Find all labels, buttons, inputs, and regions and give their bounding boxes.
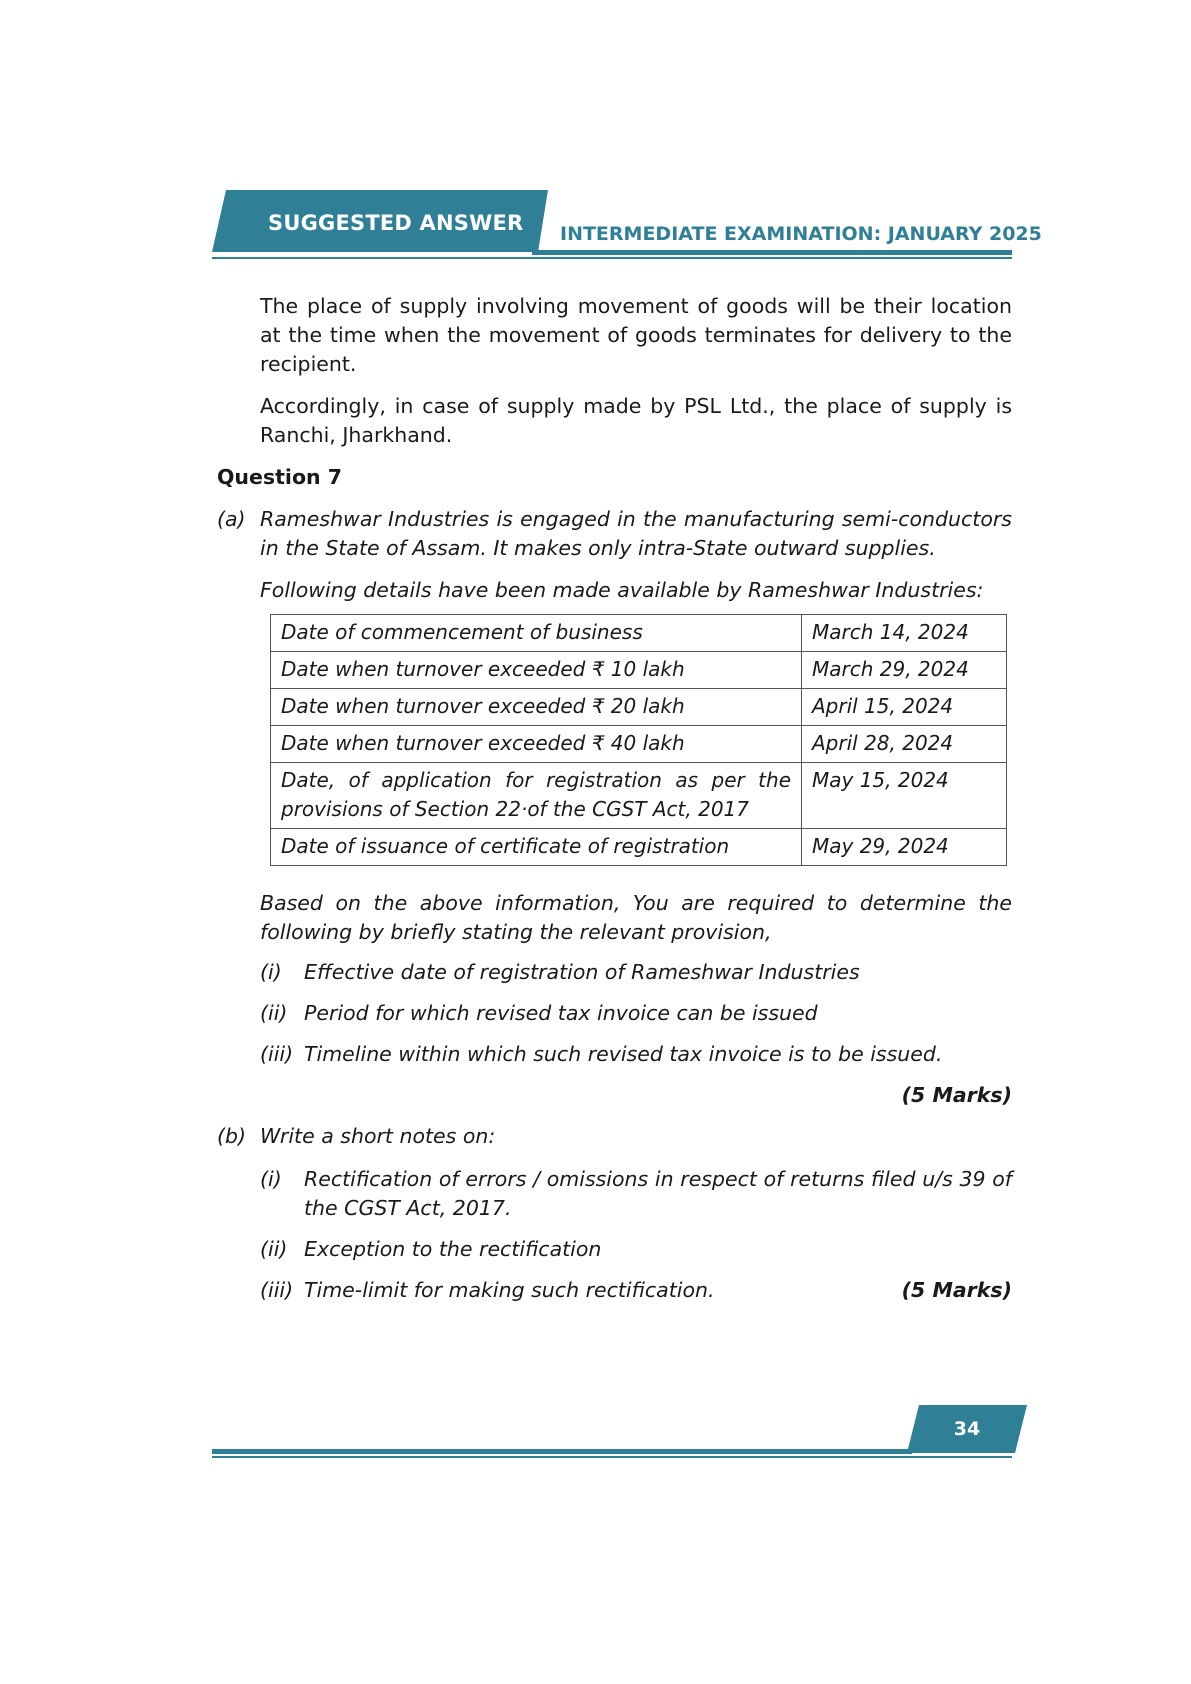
table-row [271,726,1007,763]
part-b-text: Write a short notes on: [260,1124,496,1148]
part-b-marks: (5 Marks) [901,1278,1012,1302]
part-a-instruction: Based on the above information, You are required to determine the following by briefly stating the relevant provision, [260,891,1012,944]
part-b-label: (b) [217,1124,247,1148]
header-tab-label: SUGGESTED ANSWER [268,211,524,235]
question-heading: Question 7 [217,465,343,489]
sub-label: (i) [260,960,282,984]
table-cell-item: Date of issuance of certificate of registration [271,829,802,866]
table-row [271,615,1007,652]
sub-label: (iii) [260,1042,294,1066]
exam-title: INTERMEDIATE EXAMINATION: JANUARY 2025 [560,223,1042,245]
part-a-text: Rameshwar Industries is engaged in the manufacturing semi-conductors in the State of Assam. It makes only intra-State outward supplies. [260,507,1012,560]
table-cell-item: Date when turnover exceeded ₹ 10 lakh [271,652,802,689]
table-cell-date: April 28, 2024 [802,726,1007,763]
table-cell-item: Date of commencement of business [271,615,802,652]
table-row [271,763,1007,829]
table-cell-item: Date, of application for registration as per the provisions of Section 22·of the CGST Act, 2017 [271,763,802,829]
footer-rule-thin [212,1456,1012,1458]
sub-label: (i) [260,1167,282,1191]
intro-paragraph-2: Accordingly, in case of supply made by PSL Ltd., the place of supply is Ranchi, Jharkhand. [260,394,1012,447]
table-row [271,689,1007,726]
details-table [270,614,1007,866]
table-cell-item: Date when turnover exceeded ₹ 20 lakh [271,689,802,726]
sub-item-text: Timeline within which such revised tax invoice is to be issued. [304,1042,943,1066]
sub-label: (ii) [260,1237,288,1261]
page-number: 34 [953,1418,981,1440]
sub-item-text: Rectification of errors / omissions in respect of returns filed u/s 39 of the CGST Act, 2017. [304,1167,1012,1220]
footer-rule [212,1449,912,1454]
header-rule-thin [212,257,1012,259]
table-row [271,829,1007,866]
sub-item-text: Time-limit for making such rectification. [304,1278,715,1302]
table-cell-date: May 29, 2024 [802,829,1007,866]
sub-label: (ii) [260,1001,288,1025]
table-row [271,652,1007,689]
table-cell-date: May 15, 2024 [802,763,1007,829]
intro-paragraph-1: The place of supply involving movement of goods will be their location at the time when the movement of goods terminates for delivery to the recipient. [260,294,1012,376]
header-rule [532,250,1012,255]
sub-item-text: Period for which revised tax invoice can be issued [304,1001,818,1025]
part-a-marks: (5 Marks) [901,1083,1012,1107]
table-cell-date: March 29, 2024 [802,652,1007,689]
table-cell-date: March 14, 2024 [802,615,1007,652]
sub-item-text: Effective date of registration of Rameshwar Industries [304,960,860,984]
sub-label: (iii) [260,1278,294,1302]
table-cell-item: Date when turnover exceeded ₹ 40 lakh [271,726,802,763]
part-a-label: (a) [217,507,246,531]
table-cell-date: April 15, 2024 [802,689,1007,726]
sub-item-text: Exception to the rectification [304,1237,602,1261]
part-a-lead: Following details have been made available by Rameshwar Industries: [260,578,984,602]
